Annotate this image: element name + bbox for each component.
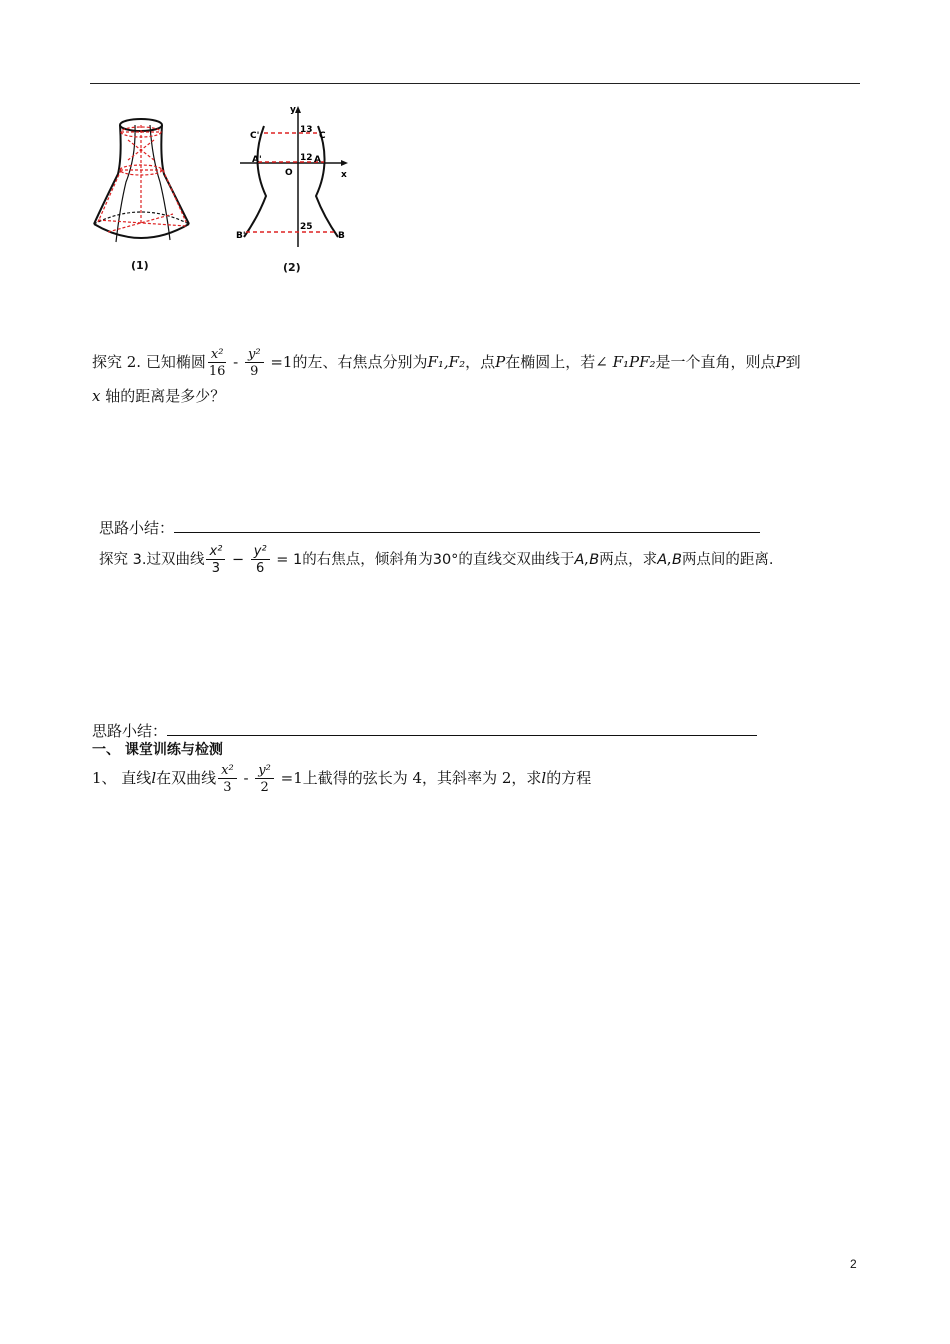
- label-b-prime: B': [236, 231, 246, 241]
- figure-2-caption: (2): [283, 261, 301, 274]
- explore-2-prefix: 探究 2. 已知椭圆: [92, 353, 206, 371]
- header-rule: [90, 83, 860, 84]
- label-a-prime: A': [252, 155, 262, 165]
- fraction-x2-3: $\frac{\text{x²}}{3}$: [206, 545, 225, 575]
- label-12: 12: [300, 153, 313, 163]
- figure-2-hyperbola: [228, 102, 358, 250]
- fraction-y2-6: $\frac{\text{y²}}{6}$: [251, 545, 270, 575]
- explore-2-line-1: 探究 2. 已知椭圆 $\frac{\text{x²}}{16}$ - $\frac{\text{y²}}{9}$ =1的左、右焦点分别为F₁,F₂，点P在椭圆上，若∠ F₁PF₂是一个直角，则点P到: [92, 347, 801, 379]
- figure-1-caption: (1): [131, 259, 149, 272]
- label-a: A: [314, 155, 321, 165]
- figure-1-cooling-tower: [88, 112, 198, 252]
- section-title: 一、 课堂训练与检测: [92, 742, 223, 758]
- fraction-x2-3: $\frac{\text{x²}}{3}$: [218, 764, 237, 794]
- fraction-y2-2: $\frac{\text{y²}}{2}$: [255, 764, 274, 794]
- label-x: x: [341, 170, 347, 180]
- explore-2-line-2: x 轴的距离是多少？: [92, 387, 226, 405]
- summary-2: [92, 724, 757, 739]
- label-c: C: [319, 131, 326, 141]
- summary-1-blank[interactable]: [174, 532, 760, 533]
- label-c-prime: C': [250, 131, 260, 141]
- label-25: 25: [300, 222, 313, 232]
- summary-2-label: 思路小结：: [92, 722, 168, 740]
- label-b: B: [338, 231, 345, 241]
- summary-1: [99, 521, 760, 536]
- fraction-y2-9: $\frac{\text{y²}}{9}$: [245, 348, 264, 378]
- label-y: y: [290, 105, 296, 115]
- summary-2-blank[interactable]: [167, 735, 757, 736]
- label-13: 13: [300, 125, 313, 135]
- label-origin: O: [285, 168, 293, 178]
- summary-1-label: 思路小结：: [99, 519, 175, 537]
- explore-3-line: 探究 3.过双曲线 $\frac{\text{x²}}{3}$ − $\frac{\text{y²}}{6}$ = 1的右焦点，倾斜角为30°的直线交双曲线于A,B两点，求A,B两点间的距离.: [99, 544, 774, 576]
- fraction-x2-16: $\frac{\text{x²}}{16}$: [208, 347, 226, 379]
- page-number: 2: [850, 1257, 857, 1271]
- exercise-1-line: 1、 直线l在双曲线 $\frac{\text{x²}}{3}$ - $\frac{\text{y²}}{2}$ =1上截得的弦长为 4，其斜率为 2，求l的方程: [92, 763, 592, 795]
